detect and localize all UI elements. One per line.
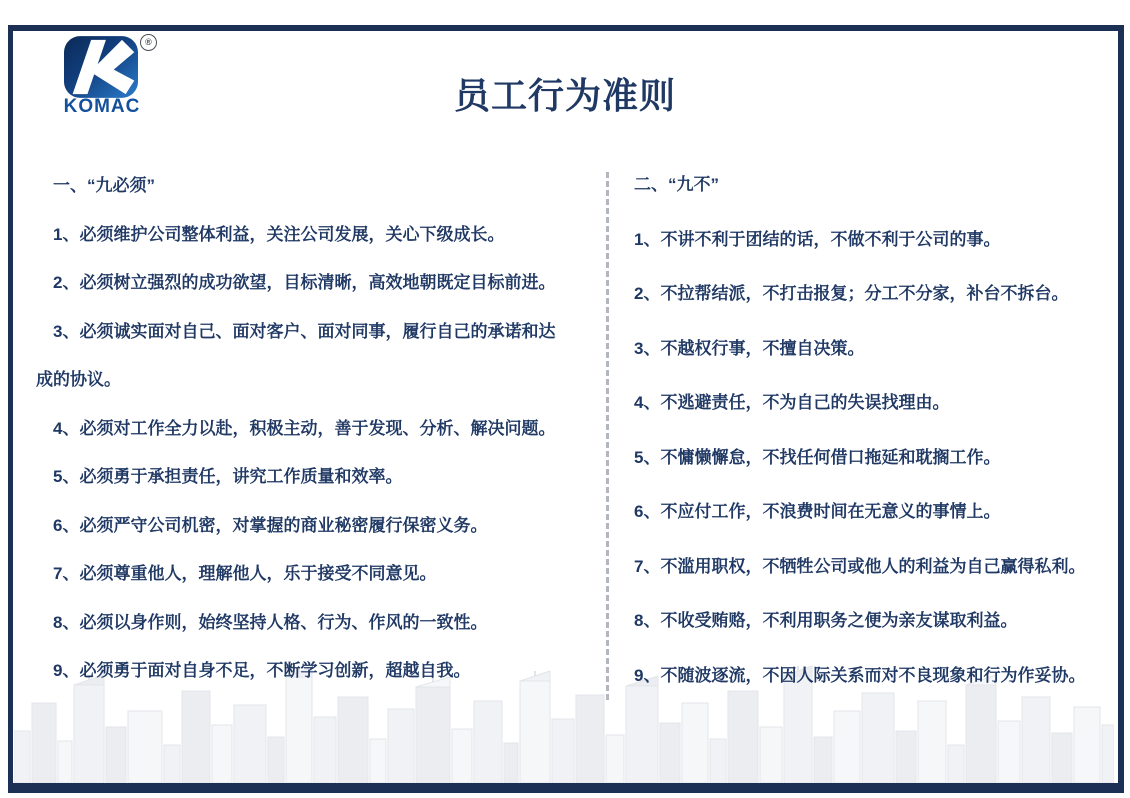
list-item: 6、不应付工作，不浪费时间在无意义的事情上。 (634, 502, 1001, 521)
list-item: 9、必须勇于面对自身不足，不断学习创新，超越自我。 (53, 661, 471, 680)
list-item: 9、不随波逐流，不因人际关系而对不良现象和行为作妥协。 (634, 665, 1086, 685)
nine-musts-heading: 一、“九必须” (53, 176, 155, 195)
list-item: 7、必须尊重他人，理解他人，乐于接受不同意见。 (53, 564, 437, 583)
logo-brand-text: KOMAC (63, 96, 141, 117)
list-item: 3、不越权行事，不擅自决策。 (634, 338, 865, 358)
nine-nots-column (628, 158, 1110, 703)
list-item: 7、不滥用职权，不牺牲公司或他人的利益为自己赢得私利。 (634, 556, 1086, 576)
nine-musts-column (36, 162, 572, 696)
registered-trademark-icon: ® (140, 34, 157, 51)
list-item: 3、必须诚实面对自己、面对客户、面对同事，履行自己的承诺和达成的协议。 (36, 321, 556, 389)
column-divider (606, 172, 609, 700)
list-item: 1、不讲不利于团结的话，不做不利于公司的事。 (634, 229, 1001, 249)
list-item: 2、不拉帮结派，不打击报复；分工不分家，补台不拆台。 (634, 284, 1069, 303)
list-item: 4、不逃避责任，不为自己的失误找理由。 (634, 393, 950, 412)
list-item: 2、必须树立强烈的成功欲望，目标清晰，高效地朝既定目标前进。 (53, 273, 556, 292)
list-item: 5、必须勇于承担责任，讲究工作质量和效率。 (53, 467, 403, 486)
list-item: 6、必须严守公司机密，对掌握的商业秘密履行保密义务。 (53, 515, 488, 535)
list-item: 8、不收受贿赂，不利用职务之便为亲友谋取利益。 (634, 611, 1018, 630)
list-item: 1、必须维护公司整体利益，关注公司发展，关心下级成长。 (53, 224, 505, 244)
list-item: 5、不慵懒懈怠，不找任何借口拖延和耽搁工作。 (634, 447, 1001, 467)
page-title: 员工行为准则 (453, 75, 676, 116)
list-item: 4、必须对工作全力以赴，积极主动，善于发现、分析、解决问题。 (53, 418, 556, 438)
nine-nots-heading: 二、“九不” (634, 175, 719, 194)
list-item: 8、必须以身作则，始终坚持人格、行为、作风的一致性。 (53, 612, 488, 632)
